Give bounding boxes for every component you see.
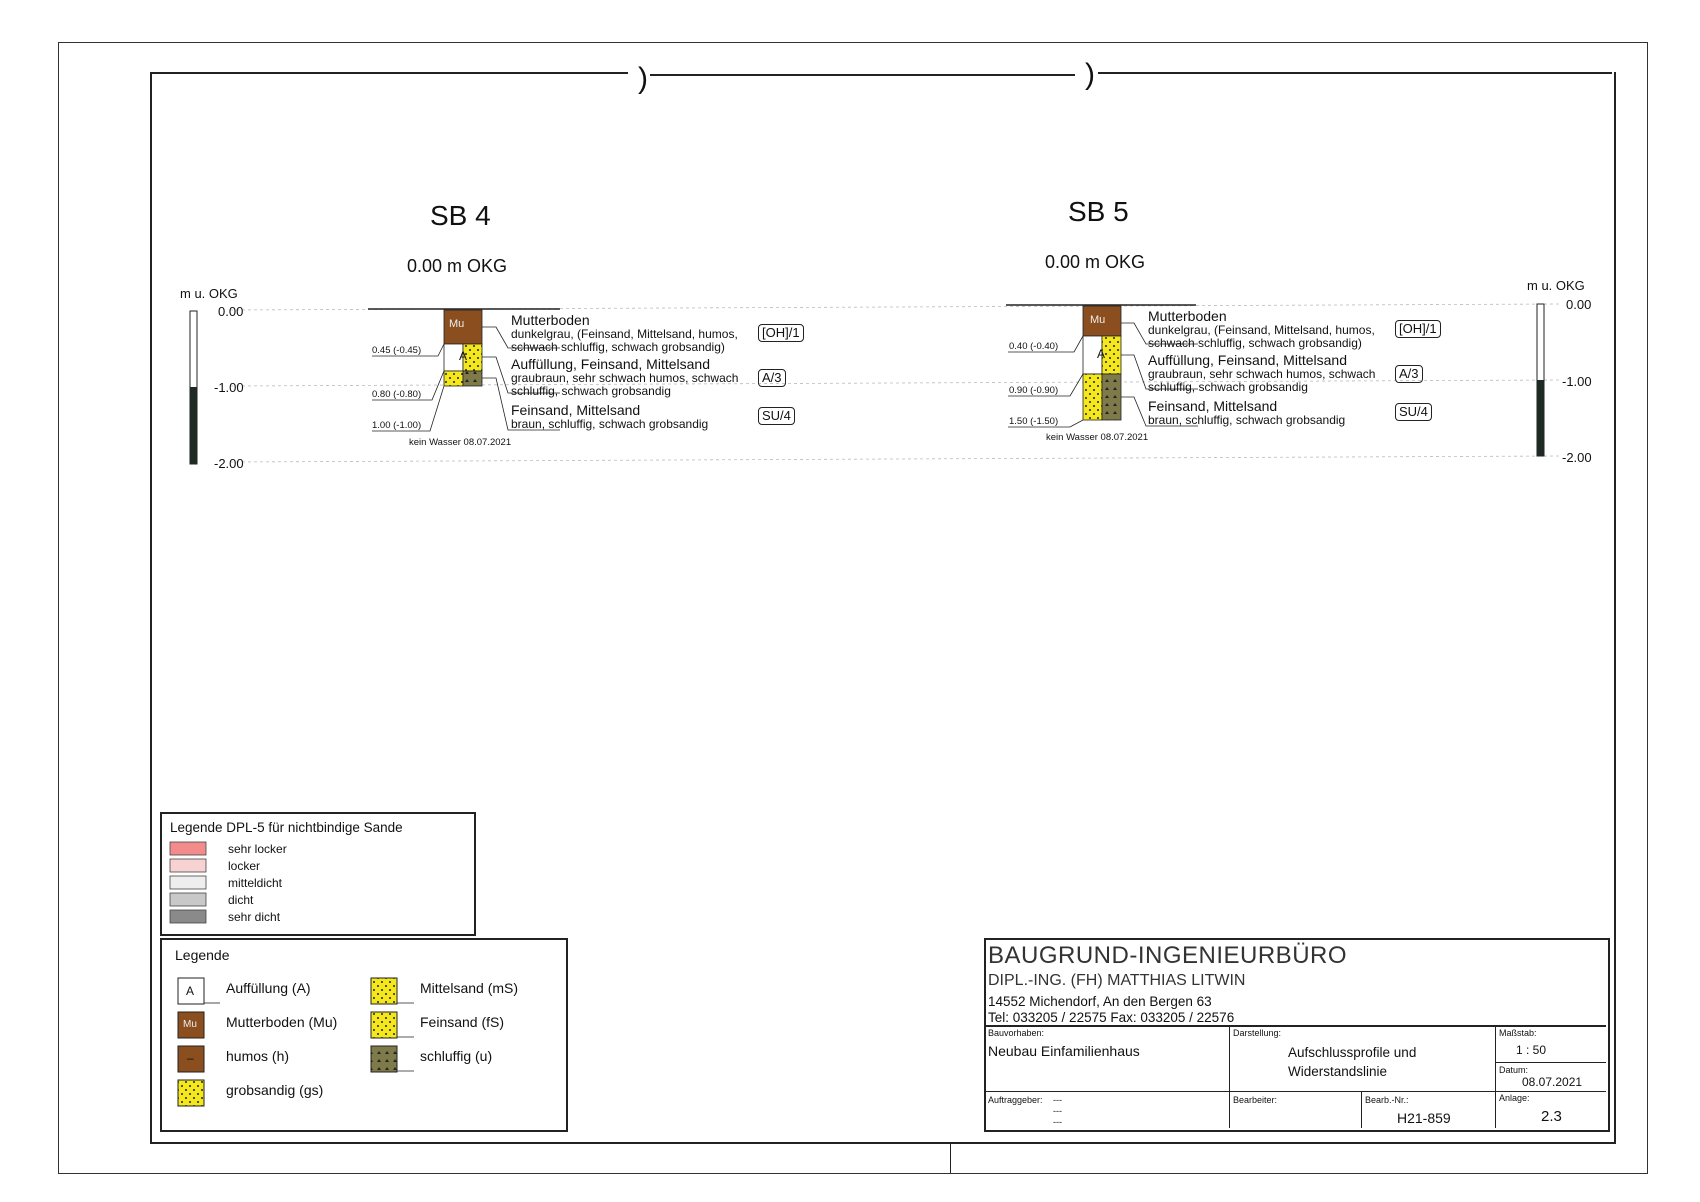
fold-mark-1: ) [638, 62, 648, 95]
sb5-layer2-desc2: schluffig, schwach grobsandig [1148, 380, 1308, 394]
legend-symbol-mu: Mu [183, 1019, 197, 1030]
tb-bauvorhaben-label: Bauvorhaben: [988, 1028, 1045, 1038]
tb-auftraggeber-3: --- [1053, 1117, 1062, 1127]
scale-right-tick-1: -1.00 [1562, 374, 1592, 389]
tb-bearbnr-label: Bearb.-Nr.: [1365, 1095, 1409, 1105]
sb4-layer2-class: A/3 [758, 369, 786, 387]
legend-feinsand: Feinsand (fS) [420, 1014, 505, 1030]
sb5-title: SB 5 [1068, 196, 1129, 227]
sb4-layer-3a [444, 371, 463, 386]
legend-schluffig: schluffig (u) [420, 1048, 493, 1064]
grid-line-2 [230, 456, 1560, 462]
dpl-legend-item-2: locker [228, 859, 261, 873]
sb5-layer2-title: Auffüllung, Feinsand, Mittelsand [1148, 352, 1347, 368]
sb4-layer-3b [463, 371, 482, 386]
sb4-title: SB 4 [430, 200, 491, 231]
sb4-symbol-a: A [459, 349, 468, 363]
scale-left-tick-0: 0.00 [218, 304, 244, 319]
tb-auftraggeber-label: Auftraggeber: [988, 1095, 1043, 1105]
legend-mittelsand: Mittelsand (mS) [420, 980, 519, 996]
legend-grobsandig: grobsandig (gs) [226, 1082, 324, 1098]
tb-auftraggeber-2: --- [1053, 1106, 1062, 1116]
sb5-layer1-desc1: dunkelgrau, (Feinsand, Mittelsand, humos, [1148, 323, 1375, 337]
sb5-layer3-desc1: braun, schluffig, schwach grobsandig [1148, 413, 1346, 427]
tb-bearbeiter-label: Bearbeiter: [1233, 1095, 1278, 1105]
sb4-layer2-title: Auffüllung, Feinsand, Mittelsand [511, 356, 710, 372]
sb4-depth-1: 0.45 (-0.45) [372, 345, 422, 356]
tb-anlage-label: Anlage: [1499, 1093, 1530, 1103]
soil-legend-title: Legende [175, 947, 230, 963]
sb4-symbol-mu: Mu [449, 318, 465, 330]
sb4-depth-3: 1.00 (-1.00) [372, 420, 422, 431]
sb5-layer-3b [1102, 374, 1121, 420]
sb5-symbol-mu: Mu [1090, 314, 1106, 326]
sb4-layer1-desc2: schwach schluffig, schwach grobsandig) [511, 340, 725, 354]
tb-phone: Tel: 033205 / 22575 Fax: 033205 / 22576 [988, 1010, 1235, 1025]
sb4-layer3-desc1: braun, schluffig, schwach grobsandig [511, 417, 709, 431]
tb-massstab-label: Maßstab: [1499, 1028, 1537, 1038]
sb5-layer1-title: Mutterboden [1148, 308, 1227, 324]
sb4-layer1-title: Mutterboden [511, 312, 590, 328]
dpl-legend-item-5: sehr dicht [228, 910, 281, 924]
tb-massstab: 1 : 50 [1516, 1043, 1547, 1057]
scale-bar-left-dark [190, 387, 197, 464]
scale-left-tick-2: -2.00 [214, 456, 244, 471]
legend-auffuellung: Auffüllung (A) [226, 980, 311, 996]
sb5-layer2-desc1: graubraun, sehr schwach humos, schwach [1148, 367, 1376, 381]
sb5-layer3-title: Feinsand, Mittelsand [1148, 398, 1278, 414]
tb-engineer: DIPL.-ING. (FH) MATTHIAS LITWIN [988, 972, 1246, 989]
sb5-layer3-class: SU/4 [1395, 403, 1432, 421]
tb-datum-label: Datum: [1499, 1065, 1529, 1075]
tb-anlage: 2.3 [1541, 1108, 1562, 1125]
sb5-layer1-desc2: schwach schluffig, schwach grobsandig) [1148, 336, 1362, 350]
scale-right-tick-0: 0.00 [1566, 297, 1592, 312]
tb-bauvorhaben: Neubau Einfamilienhaus [988, 1043, 1140, 1059]
sb5-water: kein Wasser 08.07.2021 [1046, 432, 1149, 443]
dpl-legend-item-3: mitteldicht [228, 876, 283, 890]
scale-bar-right-dark [1537, 380, 1544, 456]
tb-datum: 08.07.2021 [1522, 1075, 1583, 1089]
sb4-layer3-class: SU/4 [758, 407, 795, 425]
sb4-layer1-desc1: dunkelgrau, (Feinsand, Mittelsand, humos, [511, 327, 738, 341]
legend-symbol-h: – [187, 1051, 194, 1065]
tb-darstellung-2: Widerstandslinie [1288, 1064, 1388, 1079]
sb4-layer1-class: [OH]/1 [758, 324, 804, 342]
sb4-water: kein Wasser 08.07.2021 [409, 437, 512, 448]
soil-legend [160, 938, 568, 1132]
sb5-depth-1: 0.40 (-0.40) [1009, 341, 1059, 352]
sb4-depth-2: 0.80 (-0.80) [372, 389, 422, 400]
sb5-depth-3: 1.50 (-1.50) [1009, 416, 1059, 427]
sb5-layer-3a [1083, 374, 1102, 420]
tb-darstellung-label: Darstellung: [1233, 1028, 1282, 1038]
sb4-layer2-desc1: graubraun, sehr schwach humos, schwach [511, 371, 739, 385]
fold-mark-2: ) [1085, 58, 1095, 91]
tb-auftraggeber: --- [1053, 1095, 1062, 1105]
sb5-layer1-class: [OH]/1 [1395, 320, 1441, 338]
sb5-okg: 0.00 m OKG [1045, 252, 1146, 272]
dpl-legend-title: Legende DPL-5 für nichtbindige Sande [170, 820, 403, 835]
sb4-layer2-desc2: schluffig, schwach grobsandig [511, 384, 671, 398]
sb5-layer2-class: A/3 [1395, 365, 1423, 383]
legend-symbol-a: A [186, 984, 195, 998]
sb4-layer3-title: Feinsand, Mittelsand [511, 402, 641, 418]
tb-darstellung-1: Aufschlussprofile und [1288, 1045, 1417, 1060]
scale-right-unit: m u. OKG [1527, 278, 1585, 293]
scale-left-tick-1: -1.00 [214, 380, 244, 395]
scale-right-tick-2: -2.00 [1562, 450, 1592, 465]
dpl-legend-item-4: dicht [228, 893, 254, 907]
tb-company: BAUGRUND-INGENIEURBÜRO [988, 942, 1348, 969]
sb4-okg: 0.00 m OKG [407, 256, 508, 276]
sb5-depth-2: 0.90 (-0.90) [1009, 385, 1059, 396]
dpl-legend-item-1: sehr locker [228, 842, 287, 856]
legend-mutterboden: Mutterboden (Mu) [226, 1014, 338, 1030]
tb-address: 14552 Michendorf, An den Bergen 63 [988, 994, 1212, 1009]
sb5-symbol-a: A [1097, 347, 1106, 361]
legend-humos: humos (h) [226, 1048, 290, 1064]
tb-bearbnr: H21-859 [1397, 1110, 1451, 1126]
scale-left-unit: m u. OKG [180, 286, 238, 301]
